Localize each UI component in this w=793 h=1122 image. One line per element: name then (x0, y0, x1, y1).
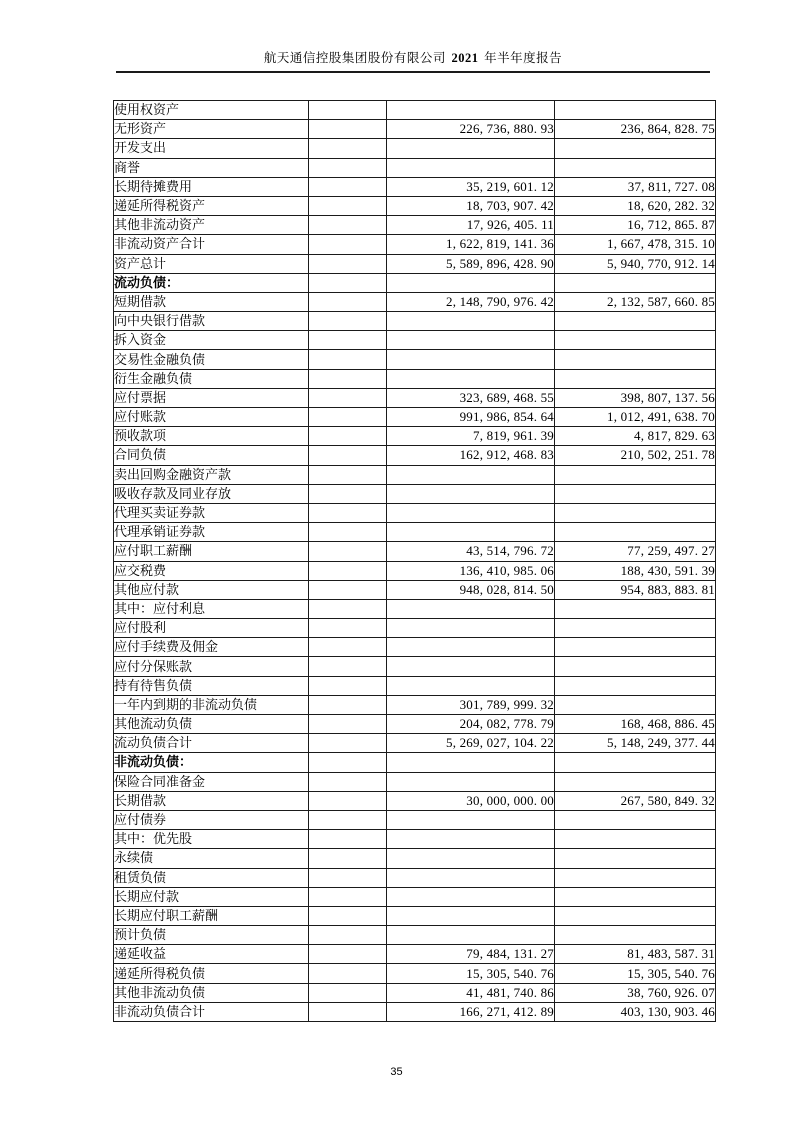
current-amount-cell (387, 657, 555, 676)
current-amount-cell: 79, 484, 131. 27 (387, 945, 555, 964)
prior-amount-cell: 210, 502, 251. 78 (555, 446, 716, 465)
table-row (114, 810, 716, 829)
current-amount-cell (387, 350, 555, 369)
table-row (114, 753, 716, 772)
current-amount-cell: 323, 689, 468. 55 (387, 388, 555, 407)
current-amount-cell: 7, 819, 961. 39 (387, 427, 555, 446)
notes-cell (309, 331, 387, 350)
notes-cell (309, 465, 387, 484)
current-amount-cell (387, 830, 555, 849)
prior-amount-cell: 15, 305, 540. 76 (555, 964, 716, 983)
item-label-cell: 流动负债： (114, 273, 309, 292)
notes-cell (309, 561, 387, 580)
prior-amount-cell (555, 657, 716, 676)
item-label-cell: 租赁负债 (114, 868, 309, 887)
notes-cell (309, 868, 387, 887)
item-label-cell: 非流动资产合计 (114, 235, 309, 254)
prior-amount-cell (555, 350, 716, 369)
table-row (114, 388, 716, 407)
current-amount-cell: 136, 410, 985. 06 (387, 561, 555, 580)
prior-amount-cell (555, 312, 716, 331)
prior-amount-cell (555, 906, 716, 925)
item-label-cell: 一年内到期的非流动负债 (114, 695, 309, 714)
notes-cell (309, 906, 387, 925)
current-amount-cell: 948, 028, 814. 50 (387, 580, 555, 599)
table-row (114, 350, 716, 369)
table-row (114, 216, 716, 235)
notes-cell (309, 849, 387, 868)
current-amount-cell: 17, 926, 405. 11 (387, 216, 555, 235)
prior-amount-cell: 37, 811, 727. 08 (555, 177, 716, 196)
prior-amount-cell (555, 101, 716, 120)
current-amount-cell (387, 810, 555, 829)
item-label-cell: 应付分保账款 (114, 657, 309, 676)
prior-amount-cell (555, 830, 716, 849)
item-label-cell: 拆入资金 (114, 331, 309, 350)
table-row (114, 926, 716, 945)
table-row (114, 983, 716, 1002)
item-label-cell: 应付票据 (114, 388, 309, 407)
current-amount-cell (387, 369, 555, 388)
current-amount-cell (387, 619, 555, 638)
item-label-cell: 流动负债合计 (114, 734, 309, 753)
table-row (114, 292, 716, 311)
table-row (114, 254, 716, 273)
notes-cell (309, 427, 387, 446)
current-amount-cell (387, 772, 555, 791)
prior-amount-cell (555, 810, 716, 829)
current-amount-cell (387, 523, 555, 542)
table-row (114, 906, 716, 925)
table-row (114, 657, 716, 676)
current-amount-cell: 991, 986, 854. 64 (387, 408, 555, 427)
notes-cell (309, 369, 387, 388)
table-row (114, 120, 716, 139)
prior-amount-cell: 1, 667, 478, 315. 10 (555, 235, 716, 254)
notes-cell (309, 638, 387, 657)
item-label-cell: 开发支出 (114, 139, 309, 158)
table-row (114, 695, 716, 714)
item-label-cell: 长期待摊费用 (114, 177, 309, 196)
current-amount-cell (387, 753, 555, 772)
prior-amount-cell: 1, 012, 491, 638. 70 (555, 408, 716, 427)
prior-amount-cell: 403, 130, 903. 46 (555, 1002, 716, 1021)
table-row (114, 619, 716, 638)
notes-cell (309, 734, 387, 753)
notes-cell (309, 926, 387, 945)
current-amount-cell: 301, 789, 999. 32 (387, 695, 555, 714)
current-amount-cell: 30, 000, 000. 00 (387, 791, 555, 810)
table-row (114, 849, 716, 868)
prior-amount-cell: 16, 712, 865. 87 (555, 216, 716, 235)
item-label-cell: 卖出回购金融资产款 (114, 465, 309, 484)
current-amount-cell: 226, 736, 880. 93 (387, 120, 555, 139)
item-label-cell: 非流动负债合计 (114, 1002, 309, 1021)
prior-amount-cell (555, 619, 716, 638)
notes-cell (309, 158, 387, 177)
item-label-cell: 其中：优先股 (114, 830, 309, 849)
prior-amount-cell (555, 849, 716, 868)
item-label-cell: 短期借款 (114, 292, 309, 311)
table-row (114, 542, 716, 561)
prior-amount-cell (555, 523, 716, 542)
item-label-cell: 向中央银行借款 (114, 312, 309, 331)
item-label-cell: 应付债券 (114, 810, 309, 829)
current-amount-cell: 15, 305, 540. 76 (387, 964, 555, 983)
prior-amount-cell: 267, 580, 849. 32 (555, 791, 716, 810)
item-label-cell: 代理承销证券款 (114, 523, 309, 542)
current-amount-cell: 1, 622, 819, 141. 36 (387, 235, 555, 254)
prior-amount-cell: 398, 807, 137. 56 (555, 388, 716, 407)
notes-cell (309, 945, 387, 964)
current-amount-cell (387, 101, 555, 120)
item-label-cell: 其中：应付利息 (114, 599, 309, 618)
item-label-cell: 应付账款 (114, 408, 309, 427)
notes-cell (309, 235, 387, 254)
balance-sheet-table (113, 100, 716, 1022)
table-row (114, 676, 716, 695)
prior-amount-cell: 4, 817, 829. 63 (555, 427, 716, 446)
notes-cell (309, 887, 387, 906)
notes-cell (309, 523, 387, 542)
item-label-cell: 应付手续费及佣金 (114, 638, 309, 657)
notes-cell (309, 139, 387, 158)
notes-cell (309, 273, 387, 292)
notes-cell (309, 101, 387, 120)
table-row (114, 868, 716, 887)
item-label-cell: 递延所得税资产 (114, 196, 309, 215)
item-label-cell: 持有待售负债 (114, 676, 309, 695)
item-label-cell: 其他非流动负债 (114, 983, 309, 1002)
prior-amount-cell (555, 599, 716, 618)
item-label-cell: 应交税费 (114, 561, 309, 580)
table-row (114, 312, 716, 331)
notes-cell (309, 1002, 387, 1021)
prior-amount-cell (555, 753, 716, 772)
prior-amount-cell (555, 695, 716, 714)
item-label-cell: 资产总计 (114, 254, 309, 273)
current-amount-cell (387, 676, 555, 695)
notes-cell (309, 120, 387, 139)
table-row (114, 791, 716, 810)
item-label-cell: 长期应付职工薪酬 (114, 906, 309, 925)
item-label-cell: 预收款项 (114, 427, 309, 446)
prior-amount-cell: 18, 620, 282. 32 (555, 196, 716, 215)
notes-cell (309, 484, 387, 503)
page-number: 35 (390, 1066, 403, 1078)
notes-cell (309, 503, 387, 522)
table-row (114, 273, 716, 292)
current-amount-cell (387, 331, 555, 350)
current-amount-cell (387, 484, 555, 503)
current-amount-cell: 162, 912, 468. 83 (387, 446, 555, 465)
table-row (114, 427, 716, 446)
prior-amount-cell (555, 503, 716, 522)
current-amount-cell: 2, 148, 790, 976. 42 (387, 292, 555, 311)
notes-cell (309, 580, 387, 599)
item-label-cell: 衍生金融负债 (114, 369, 309, 388)
current-amount-cell: 43, 514, 796. 72 (387, 542, 555, 561)
item-label-cell: 使用权资产 (114, 101, 309, 120)
current-amount-cell: 5, 269, 027, 104. 22 (387, 734, 555, 753)
table-row (114, 408, 716, 427)
notes-cell (309, 599, 387, 618)
item-label-cell: 非流动负债： (114, 753, 309, 772)
notes-cell (309, 715, 387, 734)
current-amount-cell: 204, 082, 778. 79 (387, 715, 555, 734)
notes-cell (309, 791, 387, 810)
prior-amount-cell: 38, 760, 926. 07 (555, 983, 716, 1002)
current-amount-cell (387, 465, 555, 484)
prior-amount-cell (555, 638, 716, 657)
prior-amount-cell (555, 273, 716, 292)
notes-cell (309, 216, 387, 235)
table-row (114, 580, 716, 599)
prior-amount-cell (555, 926, 716, 945)
item-label-cell: 代理买卖证券款 (114, 503, 309, 522)
table-row (114, 638, 716, 657)
table-row (114, 158, 716, 177)
notes-cell (309, 772, 387, 791)
current-amount-cell: 35, 219, 601. 12 (387, 177, 555, 196)
current-amount-cell (387, 906, 555, 925)
current-amount-cell: 166, 271, 412. 89 (387, 1002, 555, 1021)
item-label-cell: 应付股利 (114, 619, 309, 638)
item-label-cell: 长期借款 (114, 791, 309, 810)
notes-cell (309, 388, 387, 407)
prior-amount-cell (555, 772, 716, 791)
table-row (114, 599, 716, 618)
table-row (114, 369, 716, 388)
notes-cell (309, 312, 387, 331)
table-row (114, 503, 716, 522)
prior-amount-cell: 168, 468, 886. 45 (555, 715, 716, 734)
balance-sheet-body (114, 101, 716, 1022)
notes-cell (309, 657, 387, 676)
notes-cell (309, 350, 387, 369)
current-amount-cell (387, 638, 555, 657)
prior-amount-cell (555, 676, 716, 695)
item-label-cell: 递延收益 (114, 945, 309, 964)
table-row (114, 331, 716, 350)
table-row (114, 830, 716, 849)
current-amount-cell (387, 158, 555, 177)
item-label-cell: 其他流动负债 (114, 715, 309, 734)
table-row (114, 139, 716, 158)
current-amount-cell (387, 312, 555, 331)
notes-cell (309, 964, 387, 983)
table-row (114, 484, 716, 503)
item-label-cell: 其他应付款 (114, 580, 309, 599)
current-amount-cell: 5, 589, 896, 428. 90 (387, 254, 555, 273)
notes-cell (309, 542, 387, 561)
table-row (114, 523, 716, 542)
prior-amount-cell: 954, 883, 883. 81 (555, 580, 716, 599)
table-row (114, 887, 716, 906)
prior-amount-cell (555, 868, 716, 887)
prior-amount-cell: 188, 430, 591. 39 (555, 561, 716, 580)
current-amount-cell (387, 273, 555, 292)
prior-amount-cell: 236, 864, 828. 75 (555, 120, 716, 139)
item-label-cell: 保险合同准备金 (114, 772, 309, 791)
item-label-cell: 递延所得税负债 (114, 964, 309, 983)
item-label-cell: 预计负债 (114, 926, 309, 945)
item-label-cell: 永续债 (114, 849, 309, 868)
table-row (114, 715, 716, 734)
notes-cell (309, 446, 387, 465)
current-amount-cell: 18, 703, 907. 42 (387, 196, 555, 215)
prior-amount-cell: 5, 148, 249, 377. 44 (555, 734, 716, 753)
table-row (114, 734, 716, 753)
notes-cell (309, 292, 387, 311)
current-amount-cell (387, 926, 555, 945)
report-title-company: 航天通信控股集团股份有限公司 (263, 51, 446, 65)
notes-cell (309, 695, 387, 714)
current-amount-cell (387, 868, 555, 887)
table-row (114, 964, 716, 983)
notes-cell (309, 619, 387, 638)
current-amount-cell (387, 887, 555, 906)
current-amount-cell (387, 599, 555, 618)
item-label-cell: 交易性金融负债 (114, 350, 309, 369)
table-row (114, 446, 716, 465)
table-row (114, 196, 716, 215)
table-row (114, 945, 716, 964)
report-title-year: 2021 (451, 51, 479, 65)
item-label-cell: 长期应付款 (114, 887, 309, 906)
prior-amount-cell (555, 484, 716, 503)
table-row (114, 465, 716, 484)
notes-cell (309, 196, 387, 215)
item-label-cell: 商誉 (114, 158, 309, 177)
notes-cell (309, 676, 387, 695)
item-label-cell: 无形资产 (114, 120, 309, 139)
table-row (114, 101, 716, 120)
prior-amount-cell (555, 887, 716, 906)
prior-amount-cell: 77, 259, 497. 27 (555, 542, 716, 561)
item-label-cell: 吸收存款及同业存放 (114, 484, 309, 503)
prior-amount-cell: 2, 132, 587, 660. 85 (555, 292, 716, 311)
current-amount-cell (387, 139, 555, 158)
prior-amount-cell (555, 158, 716, 177)
prior-amount-cell (555, 465, 716, 484)
item-label-cell: 其他非流动资产 (114, 216, 309, 235)
report-title (116, 50, 710, 73)
notes-cell (309, 830, 387, 849)
report-title-suffix: 年半年度报告 (484, 51, 563, 65)
notes-cell (309, 254, 387, 273)
notes-cell (309, 983, 387, 1002)
current-amount-cell (387, 503, 555, 522)
current-amount-cell (387, 849, 555, 868)
table-row (114, 772, 716, 791)
notes-cell (309, 753, 387, 772)
item-label-cell: 合同负债 (114, 446, 309, 465)
notes-cell (309, 810, 387, 829)
prior-amount-cell (555, 369, 716, 388)
item-label-cell: 应付职工薪酬 (114, 542, 309, 561)
notes-cell (309, 177, 387, 196)
table-row (114, 1002, 716, 1021)
table-row (114, 235, 716, 254)
table-row (114, 177, 716, 196)
prior-amount-cell: 5, 940, 770, 912. 14 (555, 254, 716, 273)
prior-amount-cell (555, 139, 716, 158)
prior-amount-cell (555, 331, 716, 350)
notes-cell (309, 408, 387, 427)
prior-amount-cell: 81, 483, 587. 31 (555, 945, 716, 964)
current-amount-cell: 41, 481, 740. 86 (387, 983, 555, 1002)
table-row (114, 561, 716, 580)
